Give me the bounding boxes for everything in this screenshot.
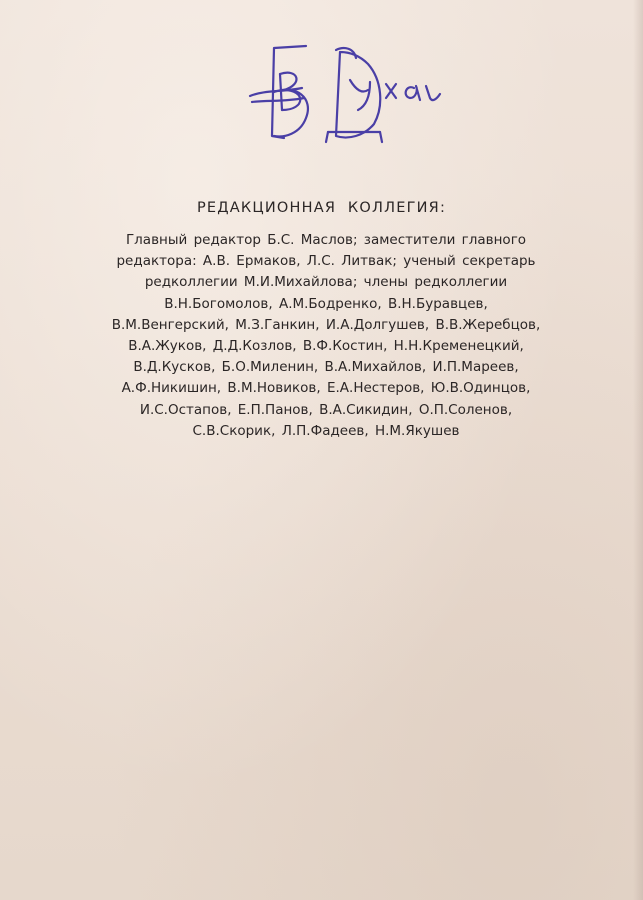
credits-line: Главный редактор Б.С. Маслов; заместители главного xyxy=(125,232,527,248)
editorial-board-list xyxy=(46,230,606,442)
credits-line: И.С.Остапов, Е.П.Панов, В.А.Сикидин, О.П.Соленов, xyxy=(139,401,513,418)
credits-line: В.А.Жуков, Д.Д.Козлов, В.Ф.Костин, Н.Н.Кременецкий, xyxy=(128,338,524,355)
credits-line: А.Ф.Никишин, В.М.Новиков, Е.А.Нестеров, Ю.В.Одинцов, xyxy=(121,380,531,397)
editorial-board-heading: РЕДАКЦИОННАЯ КОЛЛЕГИЯ: xyxy=(196,200,447,216)
credits-line: В.Д.Кусков, Б.О.Миленин, В.А.Михайлов, И.П.Мареев, xyxy=(133,359,519,376)
handwritten-signature xyxy=(244,40,444,150)
credits-line: редактора: А.В. Ермаков, Л.С. Литвак; ученый секретарь xyxy=(116,253,536,270)
page-edge-shadow xyxy=(633,0,643,900)
credits-line: В.М.Венгерский, М.З.Ганкин, И.А.Долгушев, В.В.Жеребцов, xyxy=(111,316,541,333)
credits-line: В.Н.Богомолов, А.М.Бодренко, В.Н.Буравцев, xyxy=(164,295,488,312)
credits-line: С.В.Скорик, Л.П.Фадеев, Н.М.Якушев xyxy=(192,422,460,439)
credits-line: редколлегии М.И.Михайлова; члены редколлегии xyxy=(144,274,508,291)
